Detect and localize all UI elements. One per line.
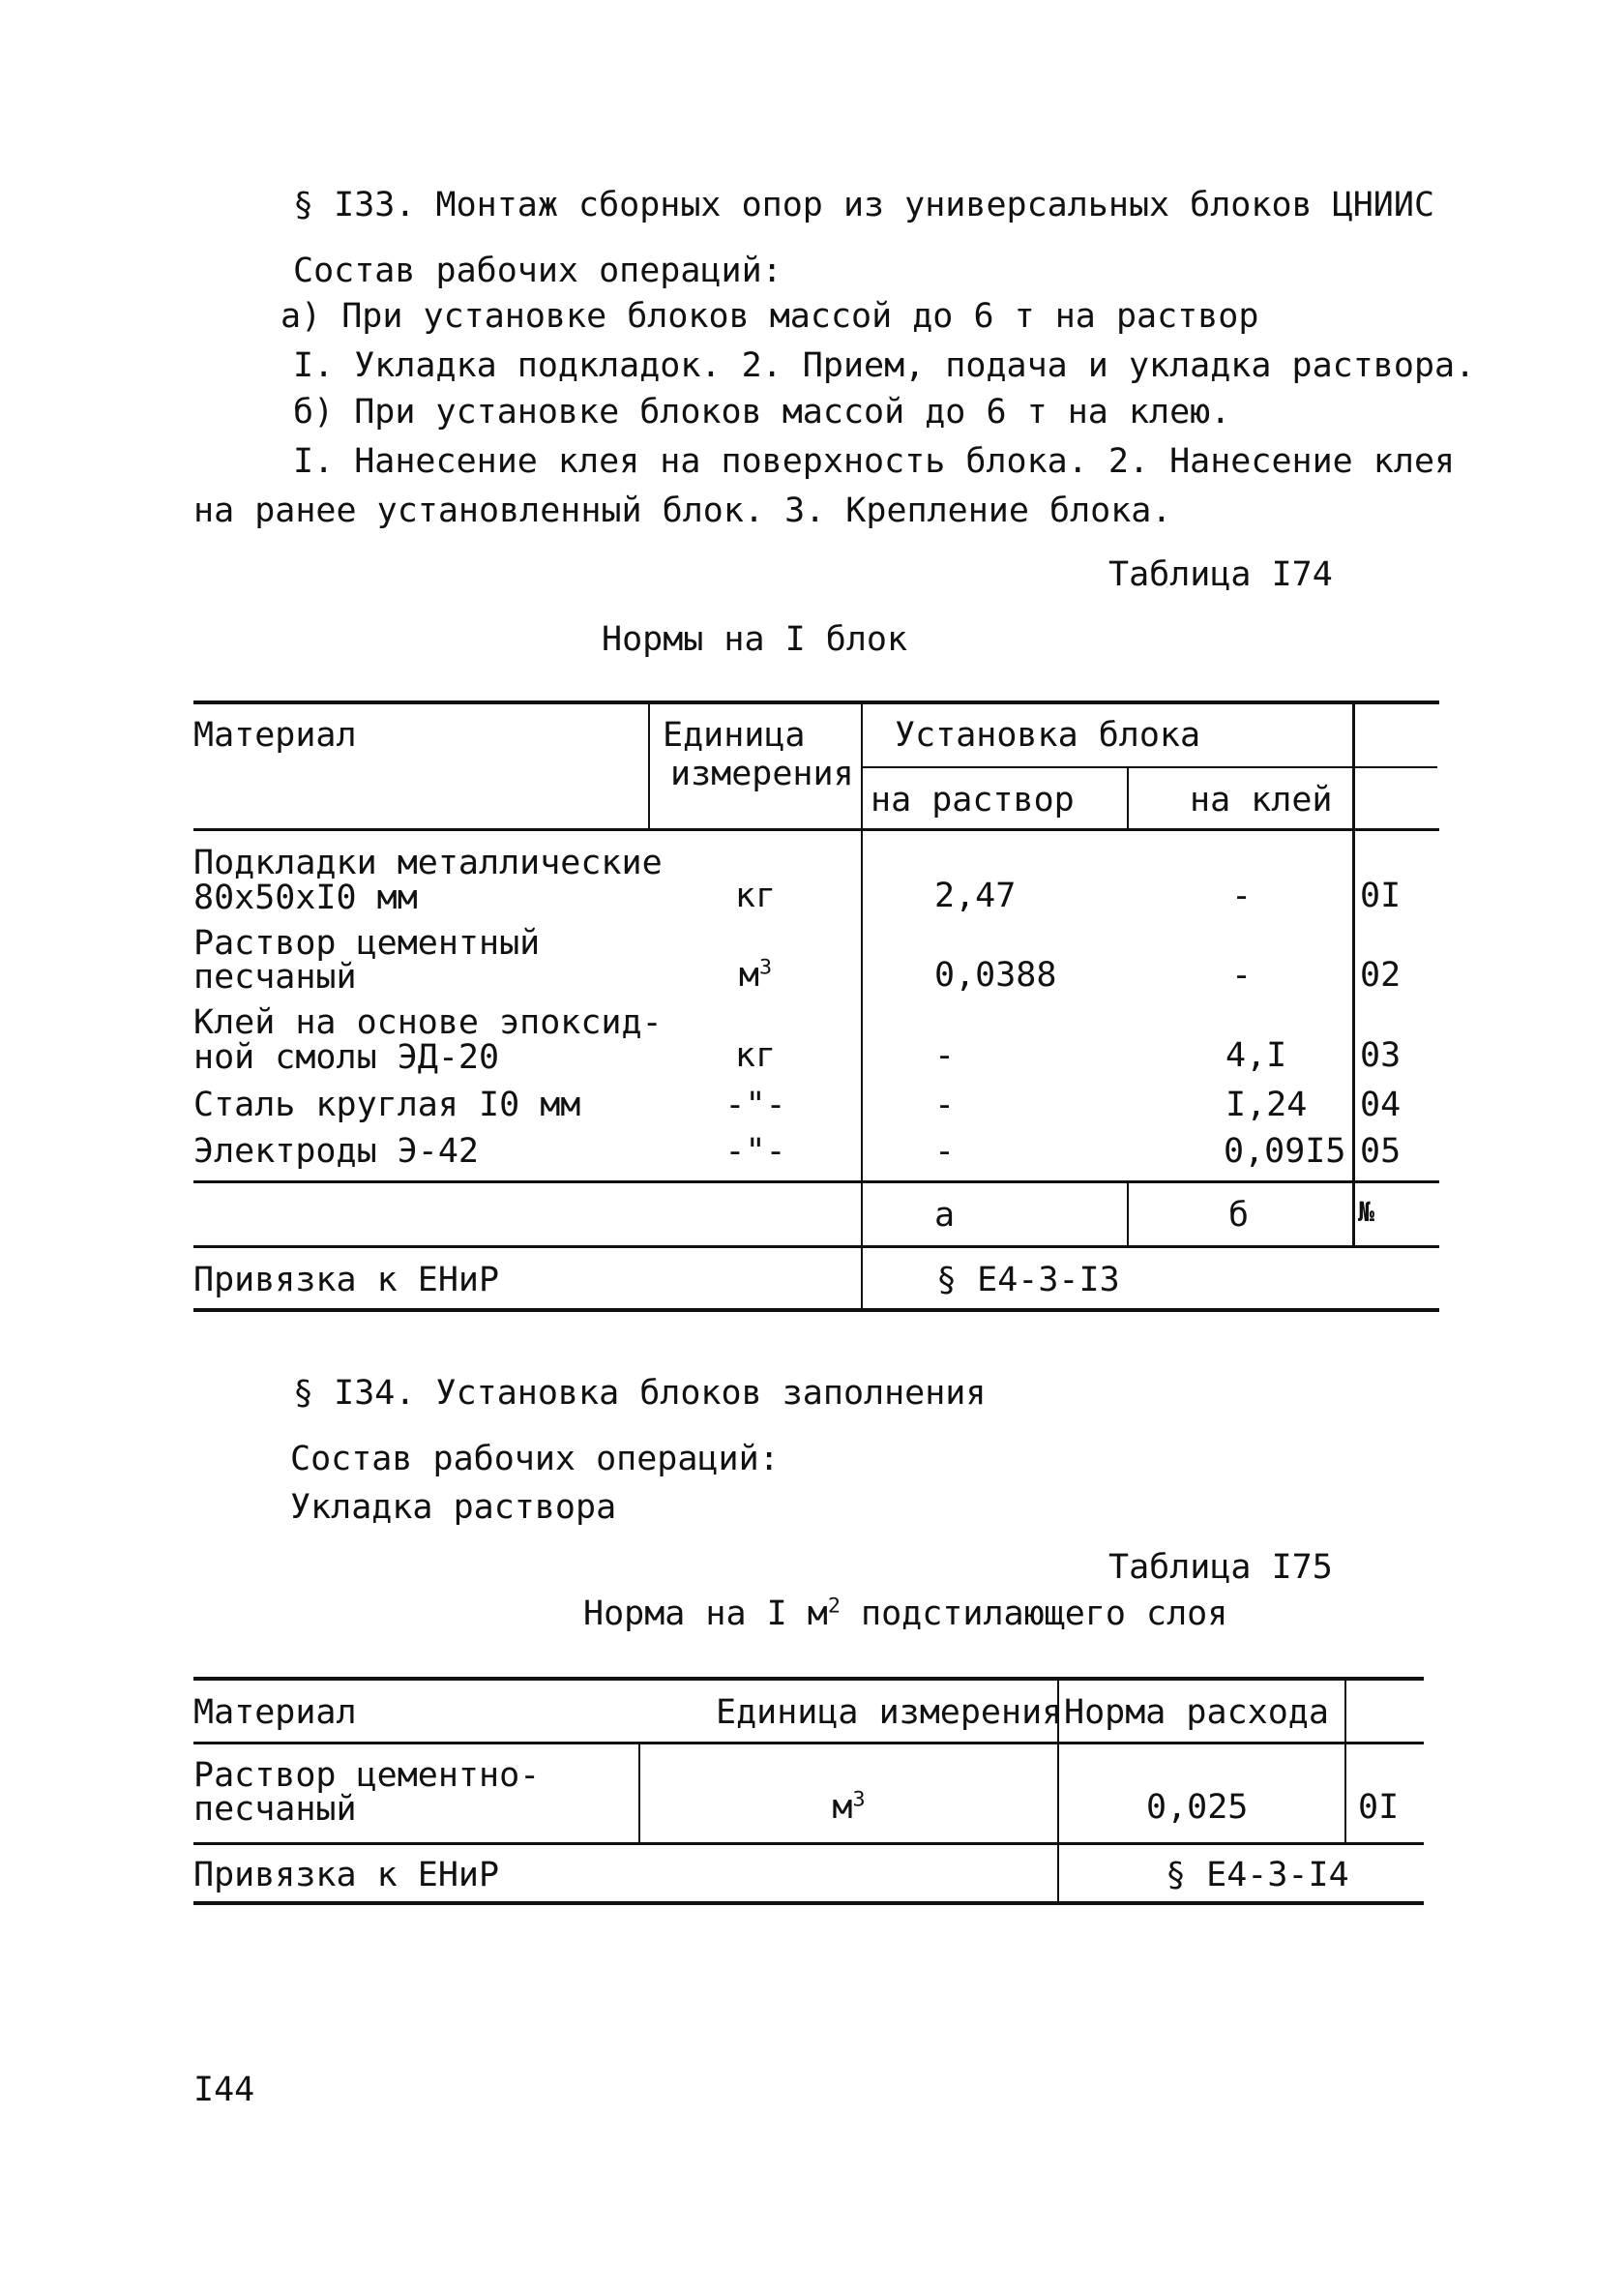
section-133-ops-title: Состав рабочих операций:: [293, 252, 782, 290]
row-glue: -: [1231, 956, 1253, 995]
row-material-line-1: Электроды Э-42: [193, 1132, 480, 1171]
table-175-enir-label: Привязка к ЕНиР: [193, 1856, 500, 1894]
row-material-line-1: Сталь круглая I0 мм: [193, 1086, 581, 1124]
row-glue: I,24: [1225, 1086, 1308, 1124]
row-mortar: 2,47: [934, 877, 1017, 915]
table-175-number: Таблица I75: [1108, 1548, 1333, 1587]
row-material-line-2: ной смолы ЭД-20: [193, 1038, 500, 1077]
section-134-heading: § I34. Установка блоков заполнения: [293, 1374, 987, 1413]
table-174-caption: Нормы на I блок: [602, 620, 908, 659]
row-unit: кг: [734, 1036, 777, 1075]
table-175-header-material: Материал: [193, 1693, 357, 1732]
row-material-line-2: песчаный: [193, 1790, 357, 1829]
row-code: 05: [1360, 1132, 1402, 1171]
table-174-header-install: Установка блока: [895, 716, 1201, 755]
section-133-op-b-list-1: I. Нанесение клея на поверхность блока. 2. Нанесение клея: [293, 442, 1456, 481]
row-mortar: -: [934, 1086, 956, 1124]
row-unit: -"-: [724, 1086, 786, 1124]
table-174-col-label-a: а: [934, 1196, 956, 1235]
row-mortar: -: [934, 1132, 956, 1171]
row-material-line-1: Раствор цементный: [193, 924, 541, 963]
section-134-ops: Укладка раствора: [290, 1488, 617, 1527]
section-134-ops-title: Состав рабочих операций:: [290, 1440, 780, 1478]
table-174-header-unit-1: Единица: [663, 716, 806, 755]
row-code: 0I: [1358, 1788, 1400, 1827]
row-material-line-1: Раствор цементно-: [193, 1756, 541, 1795]
page-number: I44: [193, 2071, 255, 2109]
row-code: 0I: [1360, 877, 1402, 915]
table-175-enir-value: § Е4-3-I4: [1166, 1856, 1349, 1894]
row-unit: кг: [734, 877, 777, 915]
table-175-caption: Норма на I $м^2$ подстилающего слоя: [583, 1594, 1228, 1633]
row-glue: 0,09I5: [1224, 1132, 1346, 1171]
table-174-header-unit-2: измерения: [670, 755, 854, 793]
row-material-line-2: 80х50хI0 мм: [193, 879, 418, 917]
row-material-line-1: Клей на основе эпоксид-: [193, 1003, 663, 1042]
row-glue: 4,I: [1225, 1036, 1287, 1075]
row-code: 04: [1360, 1086, 1402, 1124]
section-133-op-a-list: I. Укладка подкладок. 2. Прием, подача и укладка раствора.: [293, 346, 1476, 385]
row-glue: -: [1231, 877, 1253, 915]
table-174-col-label-no: №: [1358, 1196, 1374, 1228]
table-174-header-glue: на клей: [1190, 781, 1333, 820]
row-material-line-2: песчаный: [193, 958, 357, 997]
table-174-header-mortar: на раствор: [871, 781, 1075, 820]
row-code: 02: [1360, 956, 1402, 995]
row-code: 03: [1360, 1036, 1402, 1075]
row-unit: -"-: [724, 1132, 786, 1171]
table-174-number: Таблица I74: [1108, 555, 1333, 594]
row-mortar: -: [934, 1036, 956, 1075]
section-133-op-b: б) При установке блоков массой до 6 т на клею.: [293, 393, 1231, 432]
row-norm: 0,025: [1146, 1788, 1249, 1827]
section-133-op-b-list-2: на ранее установленный блок. 3. Крепление блока.: [193, 492, 1172, 530]
row-mortar: 0,0388: [934, 956, 1057, 995]
table-175-header-norm: Норма расхода: [1064, 1693, 1329, 1732]
section-133-heading: § I33. Монтаж сборных опор из универсальных блоков ЦНИИС: [293, 186, 1435, 224]
row-unit: $м^3$: [832, 1787, 866, 1827]
section-133-op-a: а) При установке блоков массой до 6 т на раствор: [281, 297, 1259, 336]
table-174-header-material: Материал: [193, 716, 357, 755]
row-unit: $м^3$: [738, 955, 773, 995]
table-174-enir-value: § Е4-3-I3: [936, 1261, 1120, 1299]
table-175-header-unit: Единица измерения: [716, 1693, 1063, 1732]
row-material-line-1: Подкладки металлические: [193, 844, 663, 882]
table-174-enir-label: Привязка к ЕНиР: [193, 1261, 500, 1299]
table-174-col-label-b: б: [1228, 1196, 1250, 1235]
